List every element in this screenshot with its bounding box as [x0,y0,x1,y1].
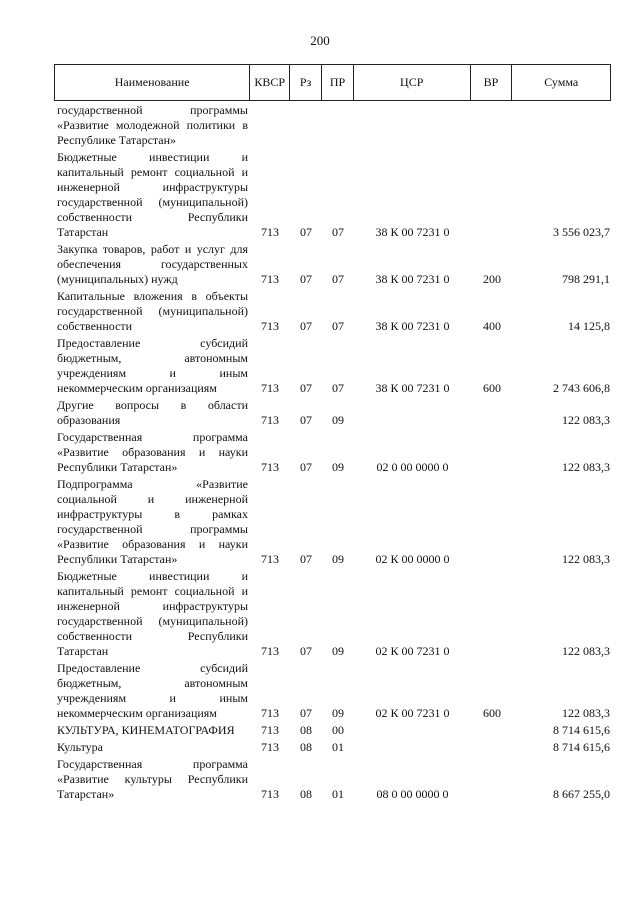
table-body [54,103,611,802]
table-row [54,398,611,428]
cell-kvsr: 713 [261,272,279,286]
budget-table [54,64,611,802]
cell-kvsr: 713 [261,319,279,333]
cell-pr: 07 [332,272,344,286]
cell-name: Культура [57,740,103,754]
cell-name: Другие вопросы в области образования [57,398,248,427]
cell-kvsr: 713 [261,723,279,737]
cell-rz: 07 [300,552,312,566]
cell-sum: 122 083,3 [562,460,610,474]
cell-name: Государственная программа «Развитие культуры Республики Татарстан» [57,757,248,801]
header-rz: Рз [290,65,322,100]
cell-name: Закупка товаров, работ и услуг для обеспечения государственных (муниципальных) нужд [57,242,248,286]
cell-rz: 07 [300,225,312,239]
cell-rz: 07 [300,644,312,658]
header-csr: ЦСР [354,65,471,100]
cell-csr: 02 К 00 7231 0 [375,644,450,658]
cell-pr: 00 [332,723,344,737]
cell-rz: 07 [300,319,312,333]
header-kvsr: КВСР [250,65,290,100]
cell-rz: 08 [300,787,312,801]
cell-csr: 08 0 00 0000 0 [376,787,449,801]
cell-pr: 07 [332,225,344,239]
header-pr: ПР [322,65,354,100]
cell-csr: 02 К 00 0000 0 [375,552,450,566]
cell-vr: 400 [483,319,501,333]
cell-kvsr: 713 [261,413,279,427]
cell-name: Государственная программа «Развитие образования и науки Республики Татарстан» [57,430,248,474]
cell-kvsr: 713 [261,381,279,395]
cell-pr: 09 [332,644,344,658]
cell-rz: 07 [300,413,312,427]
header-sum: Сумма [544,75,579,89]
cell-csr: 02 0 00 0000 0 [376,460,449,474]
cell-pr: 09 [332,706,344,720]
table-row [54,242,611,287]
cell-name: Бюджетные инвестиции и капитальный ремонт социальной и инженерной инфраструктуры государственной (муниципальной) собственности Республики Татарстан [57,150,248,239]
cell-sum: 3 556 023,7 [553,225,610,239]
cell-sum: 122 083,3 [562,706,610,720]
cell-csr: 02 К 00 7231 0 [375,706,450,720]
cell-rz: 07 [300,706,312,720]
cell-rz: 07 [300,460,312,474]
cell-rz: 07 [300,272,312,286]
page-number: 200 [310,33,330,48]
cell-sum: 2 743 606,8 [553,381,610,395]
cell-sum: 8 667 255,0 [553,787,610,801]
table-row [54,150,611,240]
cell-rz: 08 [300,723,312,737]
table-header [54,64,611,101]
table-row [54,336,611,396]
table-row [54,757,611,802]
cell-pr: 01 [332,787,344,801]
cell-kvsr: 713 [261,552,279,566]
cell-sum: 8 714 615,6 [553,740,610,754]
cell-kvsr: 713 [261,706,279,720]
cell-name: Подпрограмма «Развитие социальной и инженерной инфраструктуры в рамках государственной программы «Развитие образования и науки Республики Татарстан» [57,477,248,566]
cell-kvsr: 713 [261,225,279,239]
cell-rz: 07 [300,381,312,395]
cell-name: Капитальные вложения в объекты государственной (муниципальной) собственности [57,289,248,333]
cell-csr: 38 К 00 7231 0 [375,381,450,395]
cell-csr: 38 К 00 7231 0 [375,319,450,333]
cell-vr: 200 [483,272,501,286]
cell-kvsr: 713 [261,787,279,801]
cell-sum: 122 083,3 [562,552,610,566]
cell-vr: 600 [483,706,501,720]
table-row [54,723,611,738]
cell-sum: 14 125,8 [568,319,610,333]
cell-rz: 08 [300,740,312,754]
cell-pr: 09 [332,460,344,474]
cell-kvsr: 713 [261,460,279,474]
cell-name: Предоставление субсидий бюджетным, автономным учреждениям и иным некоммерческим организациям [57,336,248,395]
cell-sum: 798 291,1 [562,272,610,286]
cell-kvsr: 713 [261,740,279,754]
header-vr: ВР [471,65,513,100]
cell-name: Бюджетные инвестиции и капитальный ремонт социальной и инженерной инфраструктуры государственной (муниципальной) собственности Республики Татарстан [57,569,248,658]
cell-sum: 8 714 615,6 [553,723,610,737]
table-row [54,289,611,334]
table-row [54,430,611,475]
cell-vr: 600 [483,381,501,395]
cell-csr: 38 К 00 7231 0 [375,225,450,239]
table-row [54,103,611,148]
cell-pr: 01 [332,740,344,754]
cell-pr: 09 [332,413,344,427]
cell-name: государственной программы «Развитие молодежной политики в Республике Татарстан» [57,103,248,147]
cell-kvsr: 713 [261,644,279,658]
cell-name: КУЛЬТУРА, КИНЕМАТОГРАФИЯ [57,723,235,737]
cell-pr: 09 [332,552,344,566]
cell-sum: 122 083,3 [562,644,610,658]
table-row [54,661,611,721]
cell-pr: 07 [332,319,344,333]
header-name: Наименование [55,65,250,100]
cell-name: Предоставление субсидий бюджетным, автономным учреждениям и иным некоммерческим организациям [57,661,248,720]
cell-sum: 122 083,3 [562,413,610,427]
table-row [54,569,611,659]
table-row [54,740,611,755]
table-row [54,477,611,567]
cell-pr: 07 [332,381,344,395]
cell-csr: 38 К 00 7231 0 [375,272,450,286]
